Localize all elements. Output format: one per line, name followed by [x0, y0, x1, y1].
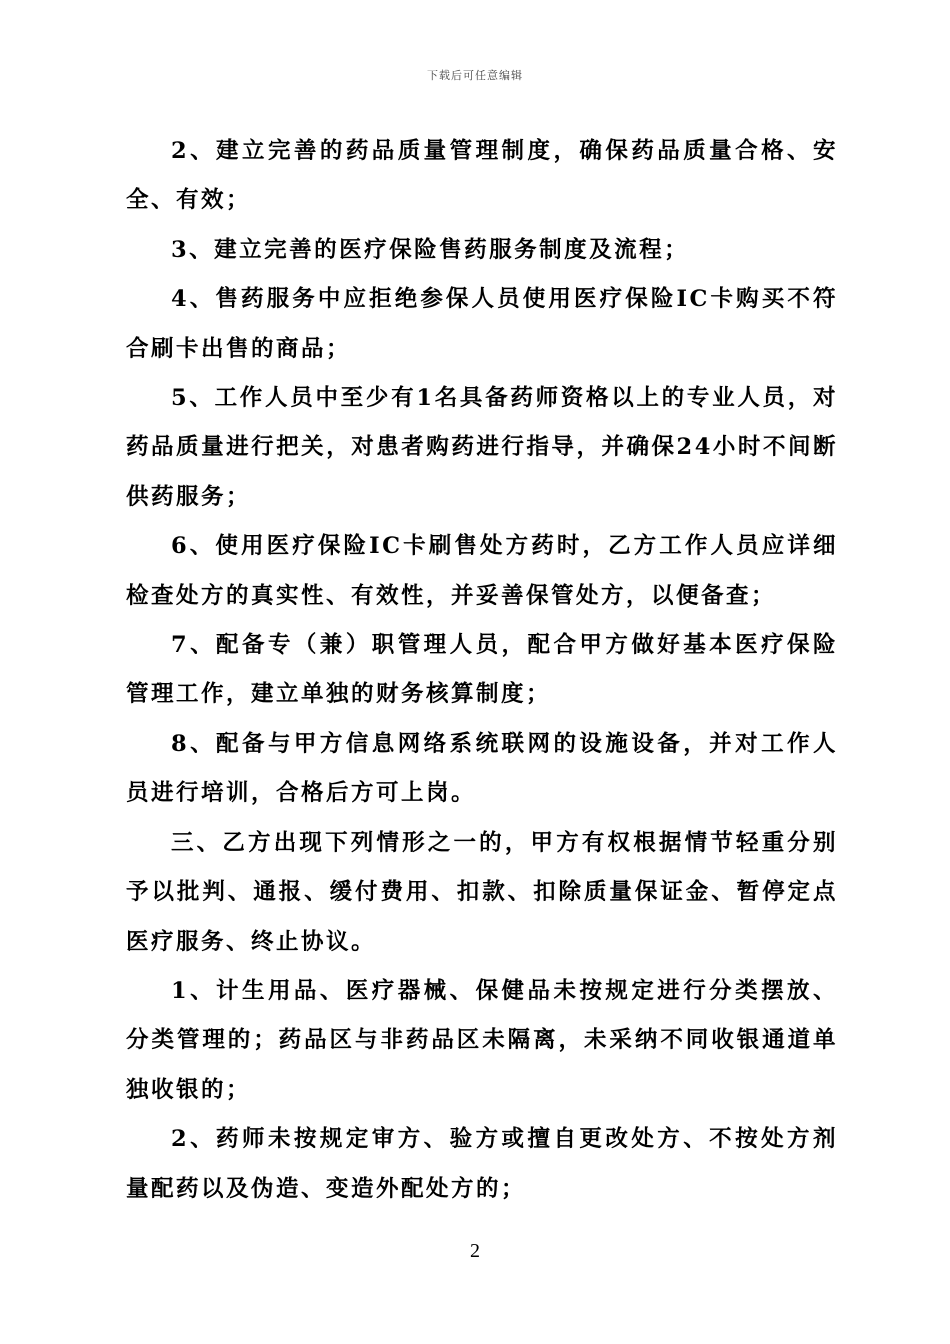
paragraph-item-4: 4、售药服务中应拒绝参保人员使用医疗保险IC卡购买不符合刷卡出售的商品； [126, 286, 838, 362]
paragraph-item-5: 5、工作人员中至少有1名具备药师资格以上的专业人员，对药品质量进行把关，对患者购药进行指导，并确保24小时不间断供药服务； [126, 385, 838, 510]
paragraph-item-8: 8、配备与甲方信息网络系统联网的设施设备，并对工作人员进行培训，合格后方可上岗。 [126, 730, 838, 807]
paragraph-item-6: 6、使用医疗保险IC卡刷售处方药时，乙方工作人员应详细检查处方的真实性、有效性，并妥善保管处方，以便备查； [126, 533, 838, 609]
section-three-heading: 三、乙方出现下列情形之一的，甲方有权根据情节轻重分别予以批判、通报、缓付费用、扣款、扣除质量保证金、暂停定点医疗服务、终止协议。 [126, 829, 838, 955]
document-body [126, 127, 838, 1214]
paragraph-item-7: 7、配备专（兼）职管理人员，配合甲方做好基本医疗保险管理工作，建立单独的财务核算制度； [126, 632, 838, 708]
paragraph-item-3: 3、建立完善的医疗保险售药服务制度及流程； [171, 236, 690, 263]
violation-item-2: 2、药师未按规定审方、验方或擅自更改处方、不按处方剂量配药以及伪造、变造外配处方的； [126, 1126, 838, 1202]
paragraph-item-2: 2、建立完善的药品质量管理制度，确保药品质量合格、安全、有效； [126, 138, 838, 214]
page-number: 2 [470, 1240, 480, 1262]
violation-item-1: 1、计生用品、医疗器械、保健品未按规定进行分类摆放、分类管理的；药品区与非药品区未隔离，未采纳不同收银通道单独收银的； [126, 977, 838, 1103]
page-header: 下载后可任意编辑 [427, 69, 523, 82]
